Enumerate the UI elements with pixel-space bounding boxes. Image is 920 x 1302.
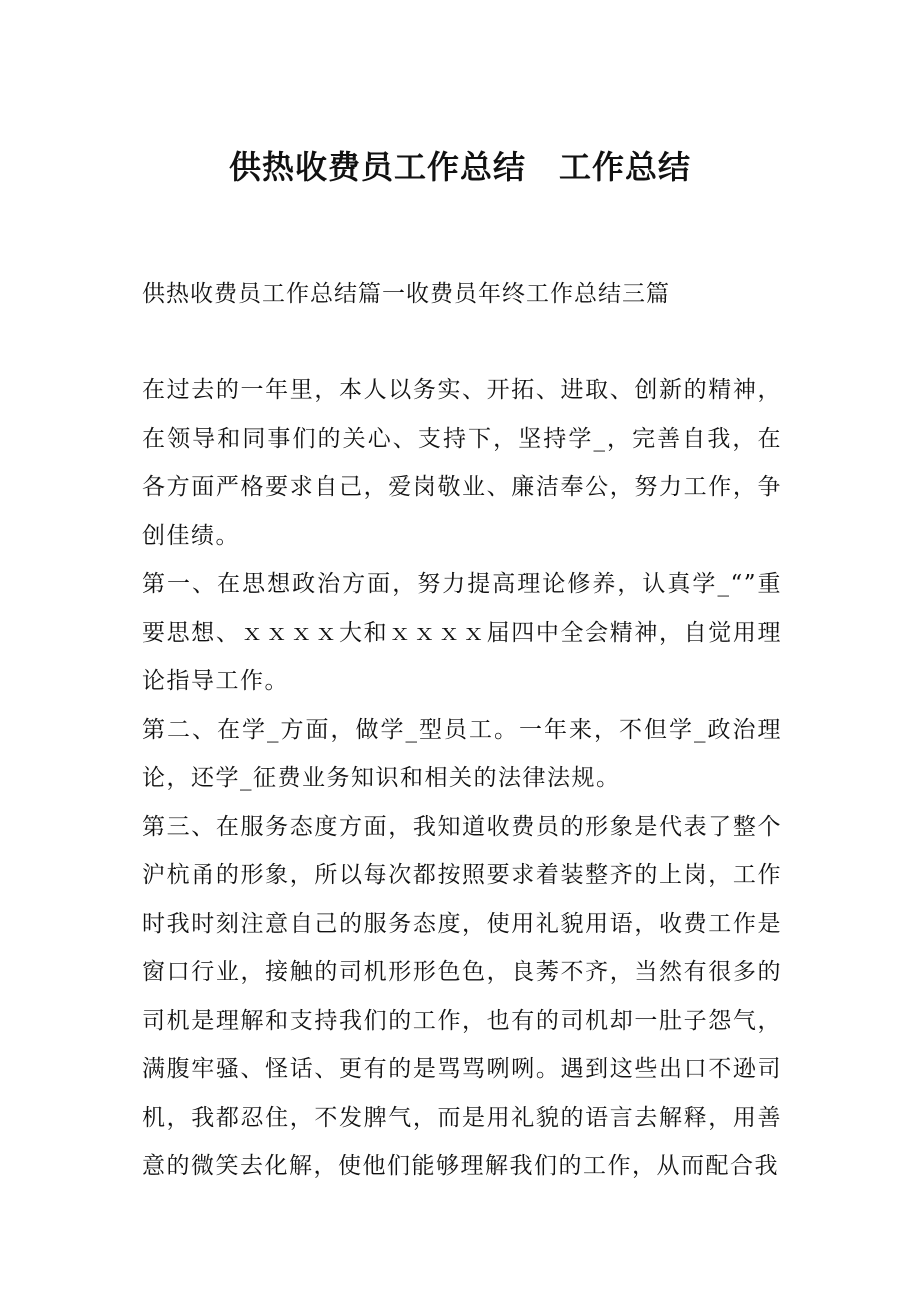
document-subtitle: 供热收费员工作总结篇一收费员年终工作总结三篇 <box>142 281 670 307</box>
paragraph-intro: 在过去的一年里，本人以务实、开拓、进取、创新的精神，在领导和同事们的关心、支持下，坚持学_，完善自我，在各方面严格要求自己，爱岗敬业、廉洁奉公，努力工作，争创佳绩。 <box>142 377 782 549</box>
paragraph-third: 第三、在服务态度方面，我知道收费员的形象是代表了整个沪杭甬的形象，所以每次都按照要求着装整齐的上岗，工作时我时刻注意自己的服务态度，使用礼貌用语，收费工作是窗口行业，接触的司机形形色色，良莠不齐，当然有很多的司机是理解和支持我们的工作，也有的司机却一肚子怨气，满腹牢骚、怪话、更有的是骂骂咧咧。遇到这些出口不逊司机，我都忍住，不发脾气，而是用礼貌的语言去解释，用善意的微笑去化解，使他们能够理解我们的工作，从而配合我 <box>142 813 782 1179</box>
paragraph-second: 第二、在学_方面，做学_型员工。一年来，不但学_政治理论，还学_征费业务知识和相关的法律法规。 <box>142 716 782 791</box>
document-title: 供热收费员工作总结 工作总结 <box>228 148 691 186</box>
document-body <box>142 366 782 1191</box>
paragraph-first: 第一、在思想政治方面，努力提高理论修养，认真学_“”重要思想、ｘｘｘｘ大和ｘｘｘｘ届四中全会精神，自觉用理论指导工作。 <box>142 571 782 694</box>
